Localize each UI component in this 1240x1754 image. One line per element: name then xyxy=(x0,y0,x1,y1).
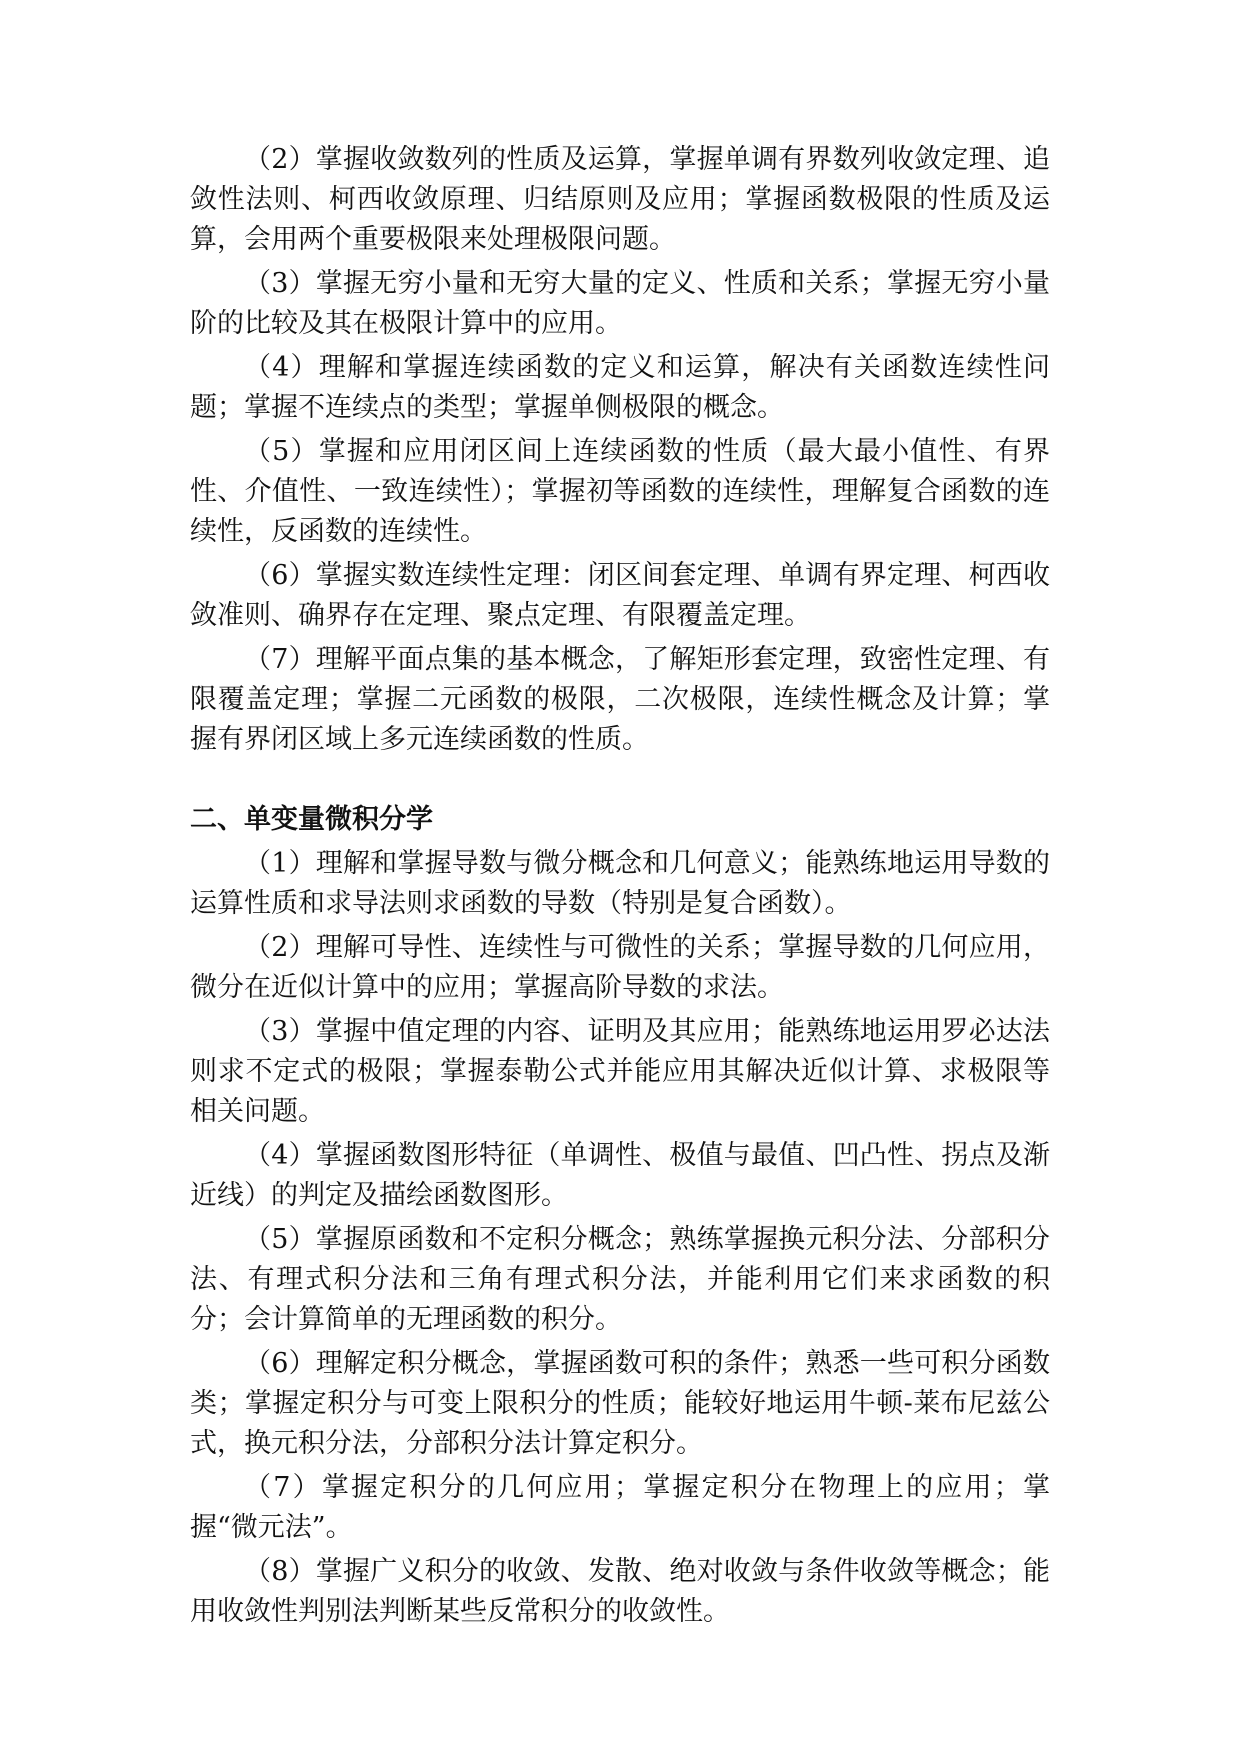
list-item: （2）理解可导性、连续性与可微性的关系；掌握导数的几何应用，微分在近似计算中的应用；掌握高阶导数的求法。 xyxy=(190,932,1050,1003)
list-item: （4）掌握函数图形特征（单调性、极值与最值、凹凸性、拐点及渐近线）的判定及描绘函数图形。 xyxy=(190,1140,1050,1211)
section-2-list xyxy=(190,844,1050,1632)
page-content xyxy=(190,140,1050,1636)
list-item: （6）理解定积分概念，掌握函数可积的条件；熟悉一些可积分函数类；掌握定积分与可变上限积分的性质；能较好地运用牛顿-莱布尼兹公式，换元积分法，分部积分法计算定积分。 xyxy=(190,1348,1050,1459)
list-item: （7）理解平面点集的基本概念，了解矩形套定理，致密性定理、有限覆盖定理；掌握二元函数的极限，二次极限，连续性概念及计算；掌握有界闭区域上多元连续函数的性质。 xyxy=(190,644,1050,755)
section-1-list xyxy=(190,140,1050,760)
list-item: （1）理解和掌握导数与微分概念和几何意义；能熟练地运用导数的运算性质和求导法则求函数的导数（特别是复合函数）。 xyxy=(190,848,1050,919)
list-item: （6）掌握实数连续性定理：闭区间套定理、单调有界定理、柯西收敛准则、确界存在定理、聚点定理、有限覆盖定理。 xyxy=(190,560,1050,631)
list-item: （3）掌握无穷小量和无穷大量的定义、性质和关系；掌握无穷小量阶的比较及其在极限计算中的应用。 xyxy=(190,268,1050,339)
section-2-heading: 二、单变量微积分学 xyxy=(190,804,433,835)
list-item: （7）掌握定积分的几何应用；掌握定积分在物理上的应用；掌握“微元法”。 xyxy=(190,1472,1050,1543)
list-item: （3）掌握中值定理的内容、证明及其应用；能熟练地运用罗必达法则求不定式的极限；掌握泰勒公式并能应用其解决近似计算、求极限等相关问题。 xyxy=(190,1016,1050,1127)
list-item: （4）理解和掌握连续函数的定义和运算，解决有关函数连续性问题；掌握不连续点的类型；掌握单侧极限的概念。 xyxy=(190,352,1050,423)
list-item: （5）掌握原函数和不定积分概念；熟练掌握换元积分法、分部积分法、有理式积分法和三角有理式积分法，并能利用它们来求函数的积分；会计算简单的无理函数的积分。 xyxy=(190,1224,1050,1335)
list-item: （5）掌握和应用闭区间上连续函数的性质（最大最小值性、有界性、介值性、一致连续性）；掌握初等函数的连续性，理解复合函数的连续性，反函数的连续性。 xyxy=(190,436,1050,547)
list-item: （2）掌握收敛数列的性质及运算，掌握单调有界数列收敛定理、追敛性法则、柯西收敛原理、归结原则及应用；掌握函数极限的性质及运算，会用两个重要极限来处理极限问题。 xyxy=(190,144,1050,255)
list-item: （8）掌握广义积分的收敛、发散、绝对收敛与条件收敛等概念；能用收敛性判别法判断某些反常积分的收敛性。 xyxy=(190,1556,1050,1627)
